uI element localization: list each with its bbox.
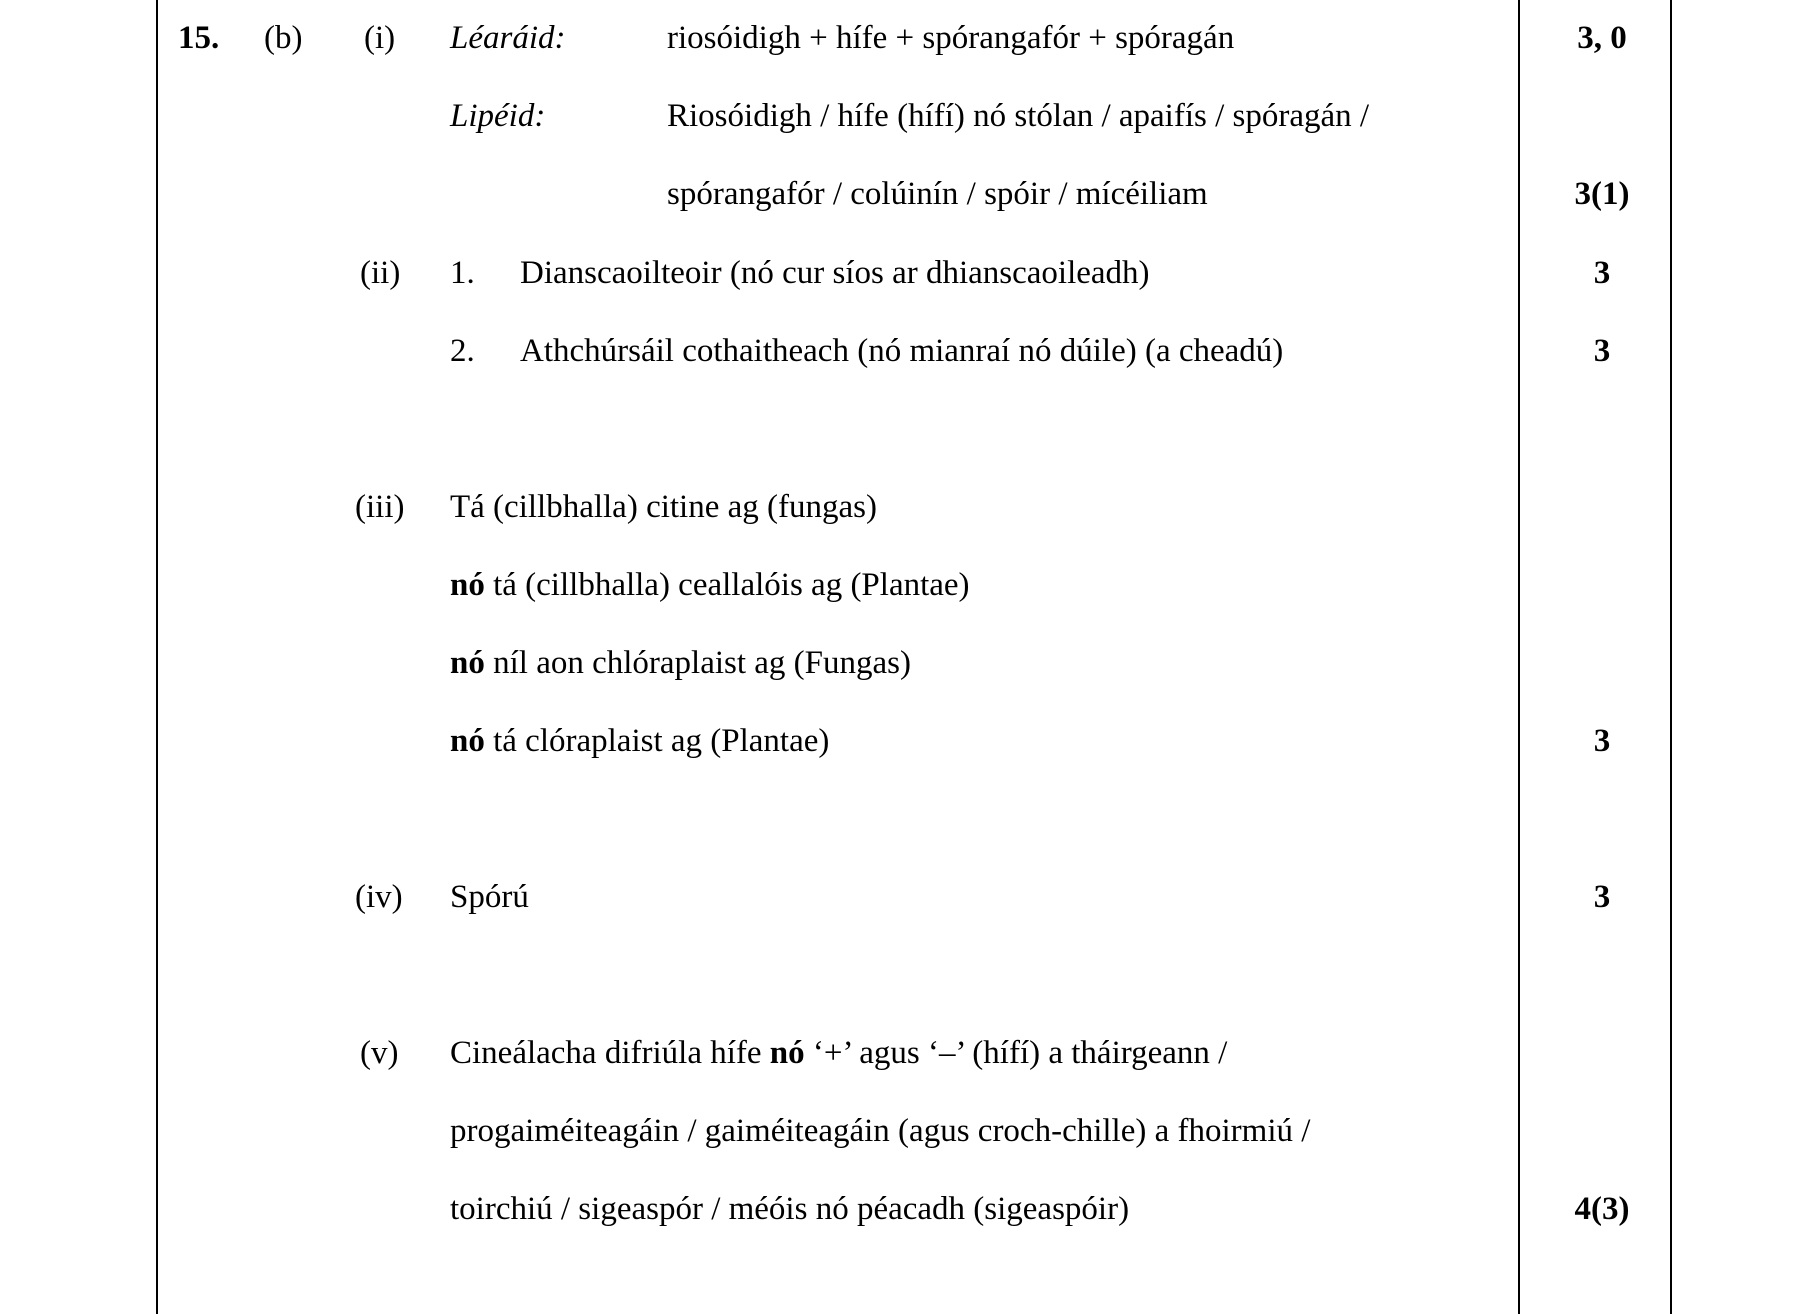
- iii-line-4: [450, 721, 829, 761]
- item-1-number: 1.: [450, 255, 475, 291]
- marks-column-left-border: [1518, 0, 1520, 1314]
- question-number: 15.: [178, 20, 220, 56]
- iv-text: Spórú: [450, 879, 529, 915]
- labels-line-2: spórangafór / colúinín / spóir / mícéiliam: [667, 176, 1208, 212]
- diagram-mark: 3, 0: [1577, 20, 1627, 56]
- v-line-1: [450, 1033, 1227, 1073]
- labels-line-1: Riosóidigh / hífe (hífí) nó stólan / apaifís / spóragán /: [667, 98, 1370, 134]
- v-line-3: toirchiú / sigeaspór / méóis nó péacadh (sigeaspóir): [450, 1191, 1130, 1227]
- subpart-i-label: (i): [364, 20, 396, 56]
- or-word: nó: [450, 723, 485, 759]
- or-word: nó: [450, 567, 485, 603]
- iii-line-3-text: níl aon chlóraplaist ag (Fungas): [484, 645, 912, 681]
- labels-mark: 3(1): [1574, 176, 1630, 212]
- labels-label: Lipéid:: [450, 98, 546, 134]
- item-1-text: Dianscaoilteoir (nó cur síos ar dhianscaoileadh): [520, 255, 1150, 291]
- v-line-1-a: Cineálacha difriúla hífe: [450, 1035, 770, 1071]
- iii-line-2-text: tá (cillbhalla) ceallalóis ag (Plantae): [484, 567, 970, 603]
- v-mark: 4(3): [1574, 1191, 1630, 1227]
- subpart-iii-label: (iii): [355, 489, 405, 525]
- iii-line-4-text: tá clóraplaist ag (Plantae): [484, 723, 830, 759]
- subpart-iv-label: (iv): [355, 879, 403, 915]
- question-part: (b): [264, 20, 303, 56]
- or-word: nó: [769, 1035, 805, 1071]
- subpart-v-label: (v): [360, 1035, 399, 1071]
- diagram-text: riosóidigh + hífe + spórangafór + spóragán: [667, 20, 1235, 56]
- iii-mark: 3: [1593, 723, 1611, 759]
- iii-line-1: Tá (cillbhalla) citine ag (fungas): [450, 489, 877, 525]
- item-2-mark: 3: [1593, 333, 1611, 369]
- iii-line-2: [450, 565, 970, 605]
- iii-line-3: [450, 643, 911, 683]
- iv-mark: 3: [1593, 879, 1611, 915]
- item-2-number: 2.: [450, 333, 475, 369]
- v-line-2: progaiméiteagáin / gaiméiteagáin (agus croch-chille) a fhoirmiú /: [450, 1113, 1311, 1149]
- diagram-label: Léaráid:: [450, 20, 566, 56]
- v-line-1-b: ‘+’ agus ‘–’ (hífí) a tháirgeann /: [804, 1035, 1228, 1071]
- table-left-border: [156, 0, 158, 1314]
- item-2-text: Athchúrsáil cothaitheach (nó mianraí nó dúile) (a cheadú): [520, 333, 1284, 369]
- item-1-mark: 3: [1593, 255, 1611, 291]
- or-word: nó: [450, 645, 485, 681]
- subpart-ii-label: (ii): [360, 255, 401, 291]
